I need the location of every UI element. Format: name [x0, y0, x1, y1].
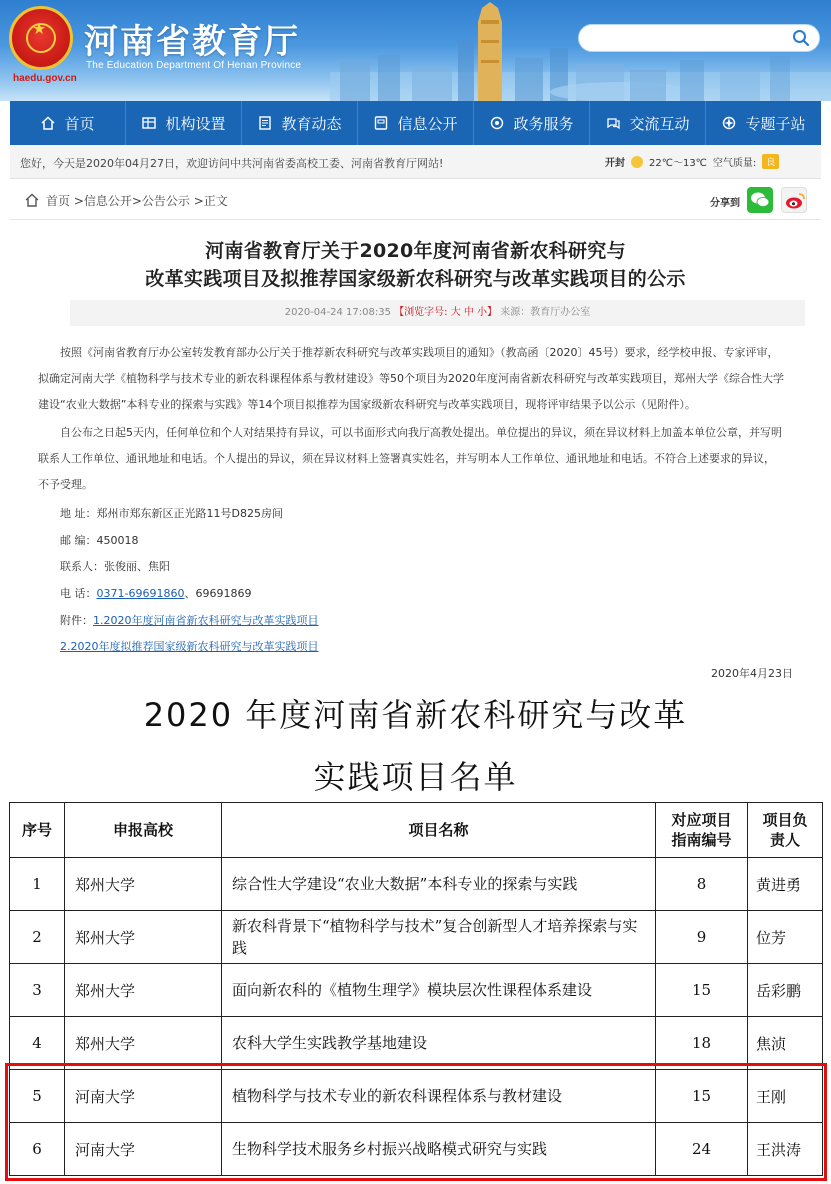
header-leader-line1: 项目负 [762, 811, 808, 829]
emblem-star-icon: ★ [32, 19, 47, 38]
weibo-glyph-icon [782, 188, 808, 214]
paragraph-2 [38, 420, 798, 498]
phone-rest: 、69691869 [184, 587, 252, 600]
p2-line3: 不予受理。 [38, 478, 93, 491]
nav-item-info[interactable] [358, 101, 474, 145]
breadcrumb-row [10, 180, 821, 220]
nav-item-org[interactable] [126, 101, 242, 145]
aqi-label: 空气质量: [712, 158, 757, 169]
sun-icon [631, 156, 643, 168]
nav-item-interact[interactable] [590, 101, 706, 145]
phone-link[interactable]: 0371-69691860 [96, 587, 185, 600]
interact-icon [605, 115, 621, 131]
cell-leader: 位芳 [748, 911, 823, 964]
nav-item-label: 专题子站 [745, 114, 806, 133]
attachment-line-1 [60, 612, 319, 628]
document-title-line2: 实践项目名单 [313, 758, 518, 796]
header-leader-line2: 责人 [769, 831, 800, 849]
cell-idx: 1 [10, 858, 65, 911]
nav-item-label: 教育动态 [281, 114, 342, 133]
cell-project-name: 生物科学技术服务乡村振兴战略模式研究与实践 [222, 1123, 656, 1176]
cell-guide-code: 15 [656, 964, 748, 1017]
nav-item-home[interactable] [10, 101, 126, 145]
attachment-link-2[interactable]: 2.2020年度拟推荐国家级新农科研究与改革实践项目 [60, 640, 319, 653]
cell-project-name: 植物科学与技术专业的新农科课程体系与教材建设 [222, 1070, 656, 1123]
weather-widget [605, 154, 779, 169]
site-subtitle: The Education Department Of Henan Province [86, 60, 302, 71]
main-nav [10, 101, 821, 145]
p1-line3: 建设“农业大数据”本科专业的探索与实践》等14个项目拟推荐为国家级新农科研究与改革实践项目，现将评审结果予以公示（见附件）。 [38, 398, 696, 411]
article-source: 来源：教育厅办公室 [500, 307, 591, 318]
wechat-icon[interactable] [747, 187, 773, 213]
header-guide-code [656, 803, 748, 858]
header-project-name: 项目名称 [222, 803, 656, 858]
paragraph-1 [38, 340, 798, 418]
site-title[interactable]: 河南省教育厅 [84, 22, 300, 62]
attachment-label: 附件： [60, 614, 93, 627]
p1-line2: 拟确定河南大学《植物科学与技术专业的新农科课程体系与教材建设》等50个项目为2020年度河南省新农科研究与改革实践项目，郑州大学《综合性大学 [38, 372, 784, 385]
news-icon [257, 115, 273, 131]
phone-label: 电 话： [60, 587, 97, 600]
article-meta [70, 300, 805, 326]
cell-leader: 王刚 [748, 1070, 823, 1123]
article-title-line2: 改革实践项目及拟推荐国家级新农科研究与改革实践项目的公示 [145, 268, 686, 290]
cell-school: 郑州大学 [65, 964, 222, 1017]
site-url: haedu.gov.cn [13, 73, 77, 84]
cell-project-name: 综合性大学建设“农业大数据”本科专业的探索与实践 [222, 858, 656, 911]
cell-project-name: 面向新农科的《植物生理学》模块层次性课程体系建设 [222, 964, 656, 1017]
cell-school: 郑州大学 [65, 1017, 222, 1070]
cell-school: 郑州大学 [65, 911, 222, 964]
cell-project-name: 农科大学生实践教学基地建设 [222, 1017, 656, 1070]
project-table [9, 802, 823, 1176]
info-icon [373, 115, 389, 131]
home-icon [40, 115, 56, 131]
header-school: 申报高校 [65, 803, 222, 858]
table-row [10, 1017, 823, 1070]
postcode-line: 邮 编：450018 [60, 534, 139, 547]
cell-school: 河南大学 [65, 1070, 222, 1123]
cell-leader: 王洪涛 [748, 1123, 823, 1176]
cell-project-name: 新农科背景下“植物科学与技术”复合创新型人才培养探索与实践 [222, 911, 656, 964]
nav-item-label: 政务服务 [513, 114, 574, 133]
nav-item-label: 交流互动 [629, 114, 690, 133]
table-header-row [10, 803, 823, 858]
org-icon [141, 115, 157, 131]
article-title-line1: 河南省教育厅关于2020年度河南省新农科研究与 [205, 240, 626, 262]
p2-line2: 联系人工作单位、通讯地址和电话。个人提出的异议，须在异议材料上签署真实姓名，并写明本人工作单位、通讯地址和电话。不符合上述要求的异议， [38, 452, 775, 465]
welcome-text: 您好，今天是2020年04月27日，欢迎访问中共河南省委高校工委、河南省教育厅网站! [20, 157, 444, 170]
cell-idx: 4 [10, 1017, 65, 1070]
weather-city: 开封 [605, 158, 625, 169]
welcome-bar [10, 145, 821, 179]
home-icon[interactable] [24, 192, 40, 208]
p1-line1 [38, 340, 798, 366]
cell-idx: 5 [10, 1070, 65, 1123]
cell-school: 河南大学 [65, 1123, 222, 1176]
cell-guide-code: 18 [656, 1017, 748, 1070]
search-icon[interactable] [791, 28, 811, 48]
cell-guide-code: 9 [656, 911, 748, 964]
cell-idx: 6 [10, 1123, 65, 1176]
contact-line: 联系人：张俊丽、焦阳 [60, 560, 170, 573]
phone-line [60, 585, 251, 601]
weather-temp: 22℃～13℃ [649, 158, 707, 169]
cell-guide-code: 15 [656, 1070, 748, 1123]
p2-line1 [38, 420, 798, 446]
subsite-icon [721, 115, 737, 131]
breadcrumb[interactable]: 首页 >信息公开>公告公示 >正文 [46, 194, 228, 208]
nav-item-label: 首页 [64, 114, 95, 133]
table-row [10, 1070, 823, 1123]
header-idx: 序号 [10, 803, 65, 858]
nav-item-news[interactable] [242, 101, 358, 145]
aqi-badge: 良 [762, 154, 779, 169]
site-banner [0, 0, 831, 101]
p2-line1-text: 自公布之日起5天内，任何单位和个人对结果持有异议，可以书面形式向我厅高教处提出。单位提出的异议，须在异议材料上加盖本单位公章，并写明 [60, 426, 782, 439]
nav-item-service[interactable] [474, 101, 590, 145]
table-row [10, 911, 823, 964]
service-icon [489, 115, 505, 131]
header-guide-code-line2: 指南编号 [671, 831, 732, 849]
nav-item-label: 机构设置 [165, 114, 226, 133]
header-leader [748, 803, 823, 858]
address-line: 地 址：郑州市郑东新区正光路11号D825房间 [60, 507, 283, 520]
cell-idx: 2 [10, 911, 65, 964]
nav-item-label: 信息公开 [397, 114, 458, 133]
cell-leader: 岳彩鹏 [748, 964, 823, 1017]
cell-guide-code: 24 [656, 1123, 748, 1176]
p1-line1-text: 按照《河南省教育厅办公室转发教育部办公厅关于推荐新农科研究与改革实践项目的通知》（教高函〔2020〕45号）要求，经学校申报、专家评审， [60, 346, 779, 359]
document-title-line1: 2020 年度河南省新农科研究与改革 [143, 696, 688, 734]
cell-school: 郑州大学 [65, 858, 222, 911]
attachment-link-1[interactable]: 1.2020年度河南省新农科研究与改革实践项目 [93, 614, 319, 627]
cell-leader: 黄进勇 [748, 858, 823, 911]
cell-idx: 3 [10, 964, 65, 1017]
font-size-switcher[interactable]: 【浏览字号: 大 中 小】 [394, 307, 498, 318]
cell-guide-code: 8 [656, 858, 748, 911]
nav-item-subsite[interactable] [706, 101, 821, 145]
attachment-line-2 [60, 638, 319, 654]
publish-date: 2020-04-24 17:08:35 [284, 307, 391, 318]
sign-date: 2020年4月23日 [711, 667, 793, 680]
table-row [10, 1123, 823, 1176]
wechat-glyph-icon [747, 187, 773, 213]
header-guide-code-line1: 对应项目 [671, 811, 732, 829]
search-input[interactable] [578, 24, 820, 52]
table-row [10, 964, 823, 1017]
cell-leader: 焦浈 [748, 1017, 823, 1070]
table-row [10, 858, 823, 911]
share-label: 分享到 [710, 198, 740, 209]
weibo-icon[interactable] [781, 187, 807, 213]
national-emblem-icon[interactable] [9, 6, 73, 70]
